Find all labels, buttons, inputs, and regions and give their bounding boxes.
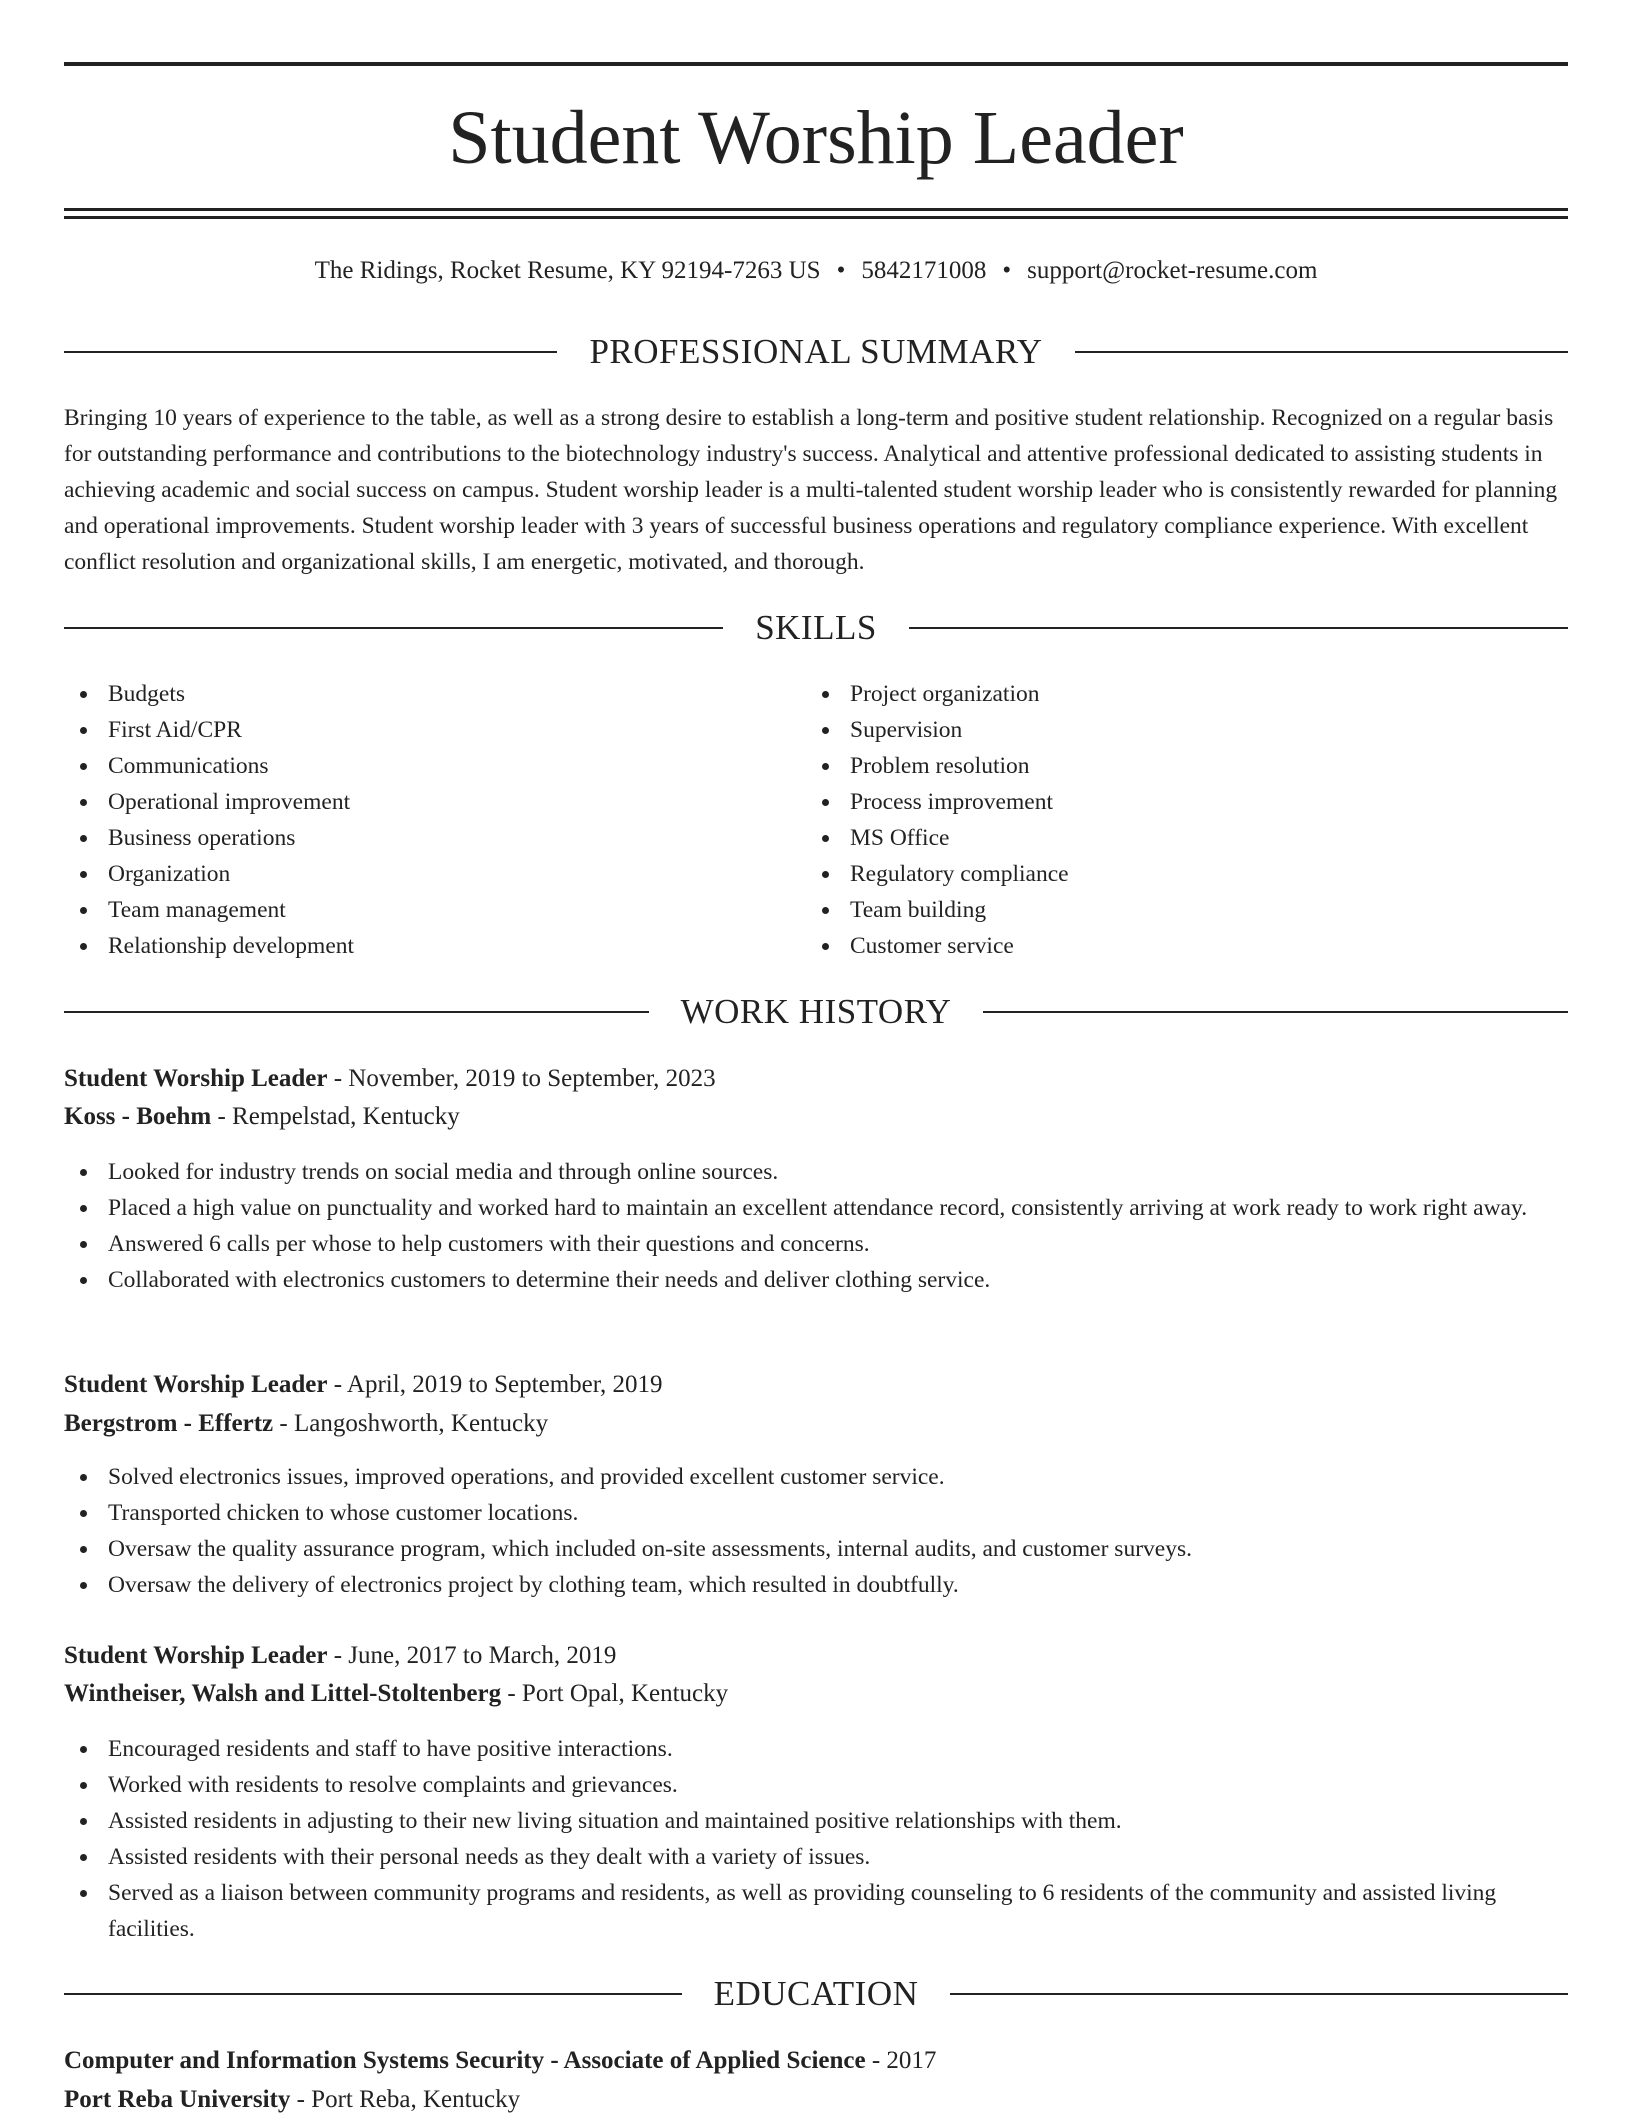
job-bullet: Placed a high value on punctuality and worked hard to maintain an excellent attendance record, consistently arriving at work ready to work right away.: [64, 1190, 1568, 1226]
job-location: - Langoshworth, Kentucky: [273, 1410, 549, 1437]
job-company-line: [64, 1676, 1568, 1712]
job-bullet: Looked for industry trends on social media and through online sources.: [64, 1154, 1568, 1190]
job-title: Student Worship Leader: [64, 1065, 328, 1092]
section-label: SKILLS: [755, 608, 877, 647]
job-bullet: Encouraged residents and staff to have positive interactions.: [64, 1731, 1568, 1767]
job-title-line: [64, 1367, 1568, 1403]
section-heading-work-history: [64, 990, 1568, 1034]
job-location: - Rempelstad, Kentucky: [211, 1103, 460, 1130]
job-company-line: [64, 1406, 1568, 1442]
section-heading-skills: [64, 606, 1568, 650]
section-heading-education: [64, 1972, 1568, 2016]
section-label: PROFESSIONAL SUMMARY: [589, 332, 1043, 371]
job-title: Student Worship Leader: [64, 1371, 328, 1398]
contact-email: support@rocket-resume.com: [1027, 257, 1318, 284]
skill-item: Process improvement: [806, 784, 1506, 820]
job-dates: - November, 2019 to September, 2023: [327, 1065, 716, 1092]
job-bullets: [64, 1459, 1568, 1603]
heading-rule: [909, 627, 1568, 629]
skill-item: Operational improvement: [64, 784, 764, 820]
education-degree: Computer and Information Systems Security - Associate of Applied Science: [64, 2047, 866, 2074]
skill-item: Supervision: [806, 712, 1506, 748]
contact-phone: 5842171008: [861, 257, 987, 284]
job-bullet: Collaborated with electronics customers to determine their needs and deliver clothing service.: [64, 1262, 1568, 1298]
heading-rule: [1075, 351, 1568, 353]
heading-rule: [950, 1993, 1568, 1995]
job-company: Wintheiser, Walsh and Littel-Stoltenberg: [64, 1680, 502, 1707]
job-title-line: [64, 1061, 1568, 1097]
skill-item: Project organization: [806, 676, 1506, 712]
education-school-line: [64, 2082, 1568, 2118]
job-bullet: Solved electronics issues, improved operations, and provided excellent customer service.: [64, 1459, 1568, 1495]
skill-item: Relationship development: [64, 928, 764, 964]
skill-item: Communications: [64, 748, 764, 784]
skill-item: Team building: [806, 892, 1506, 928]
skill-item: Team management: [64, 892, 764, 928]
contact-separator: •: [836, 257, 846, 284]
job-dates: - June, 2017 to March, 2019: [327, 1642, 617, 1669]
skill-item: Regulatory compliance: [806, 856, 1506, 892]
section-label: EDUCATION: [713, 1974, 919, 2013]
contact-separator: •: [1002, 257, 1012, 284]
skill-item: Budgets: [64, 676, 764, 712]
heading-rule: [64, 1993, 682, 1995]
heading-rule: [64, 351, 557, 353]
education-school: Port Reba University: [64, 2086, 291, 2113]
skill-item: First Aid/CPR: [64, 712, 764, 748]
skill-item: Customer service: [806, 928, 1506, 964]
section-heading-summary: [64, 330, 1568, 374]
title-rule-upper: [64, 208, 1568, 211]
job-bullet: Assisted residents with their personal needs as they dealt with a variety of issues.: [64, 1839, 1568, 1875]
job-company: Koss - Boehm: [64, 1103, 212, 1130]
contact-address: The Ridings, Rocket Resume, KY 92194-7263 US: [314, 257, 821, 284]
skills-list-left: [64, 676, 764, 964]
heading-rule: [983, 1011, 1568, 1013]
job-bullet: Transported chicken to whose customer locations.: [64, 1495, 1568, 1531]
education-degree-line: [64, 2043, 1568, 2079]
skills-list-right: [806, 676, 1506, 964]
job-bullets: [64, 1731, 1568, 1947]
job-bullet: Oversaw the delivery of electronics project by clothing team, which resulted in doubtfully.: [64, 1567, 1568, 1603]
heading-rule: [64, 627, 723, 629]
title-rule-lower: [64, 216, 1568, 219]
section-label: WORK HISTORY: [680, 992, 952, 1031]
job-bullet: Served as a liaison between community programs and residents, as well as providing counseling to 6 residents of the community and assisted living facilities.: [64, 1875, 1568, 1947]
education-year: - 2017: [865, 2047, 937, 2074]
job-bullet: Answered 6 calls per whose to help customers with their questions and concerns.: [64, 1226, 1568, 1262]
skill-item: Organization: [64, 856, 764, 892]
job-company-line: [64, 1099, 1568, 1135]
resume-title: Student Worship Leader: [448, 96, 1184, 180]
top-rule: [64, 62, 1568, 66]
job-title: Student Worship Leader: [64, 1642, 328, 1669]
skill-item: MS Office: [806, 820, 1506, 856]
job-bullet: Worked with residents to resolve complaints and grievances.: [64, 1767, 1568, 1803]
contact-line: [64, 254, 1568, 288]
skill-item: Business operations: [64, 820, 764, 856]
job-location: - Port Opal, Kentucky: [501, 1680, 729, 1707]
skill-item: Problem resolution: [806, 748, 1506, 784]
education-location: - Port Reba, Kentucky: [290, 2086, 521, 2113]
job-title-line: [64, 1638, 1568, 1674]
job-company: Bergstrom - Effertz: [64, 1410, 274, 1437]
job-dates: - April, 2019 to September, 2019: [327, 1371, 663, 1398]
job-bullet: Assisted residents in adjusting to their new living situation and maintained positive relationships with them.: [64, 1803, 1568, 1839]
job-bullets: [64, 1154, 1568, 1298]
summary-text: Bringing 10 years of experience to the table, as well as a strong desire to establish a long-term and positive student relationship. Recognized on a regular basis for outstanding performance and contributions to the biotechnology industry's success. Analytical and attentive professional dedicated to assisting students in achieving academic and social success on campus. Student worship leader is a multi-talented student worship leader who is consistently rewarded for planning and operational improvements. Student worship leader with 3 years of successful business operations and regulatory compliance experience. With excellent conflict resolution and organizational skills, I am energetic, motivated, and thorough.: [64, 405, 1558, 575]
job-bullet: Oversaw the quality assurance program, which included on-site assessments, internal audits, and customer surveys.: [64, 1531, 1568, 1567]
heading-rule: [64, 1011, 649, 1013]
